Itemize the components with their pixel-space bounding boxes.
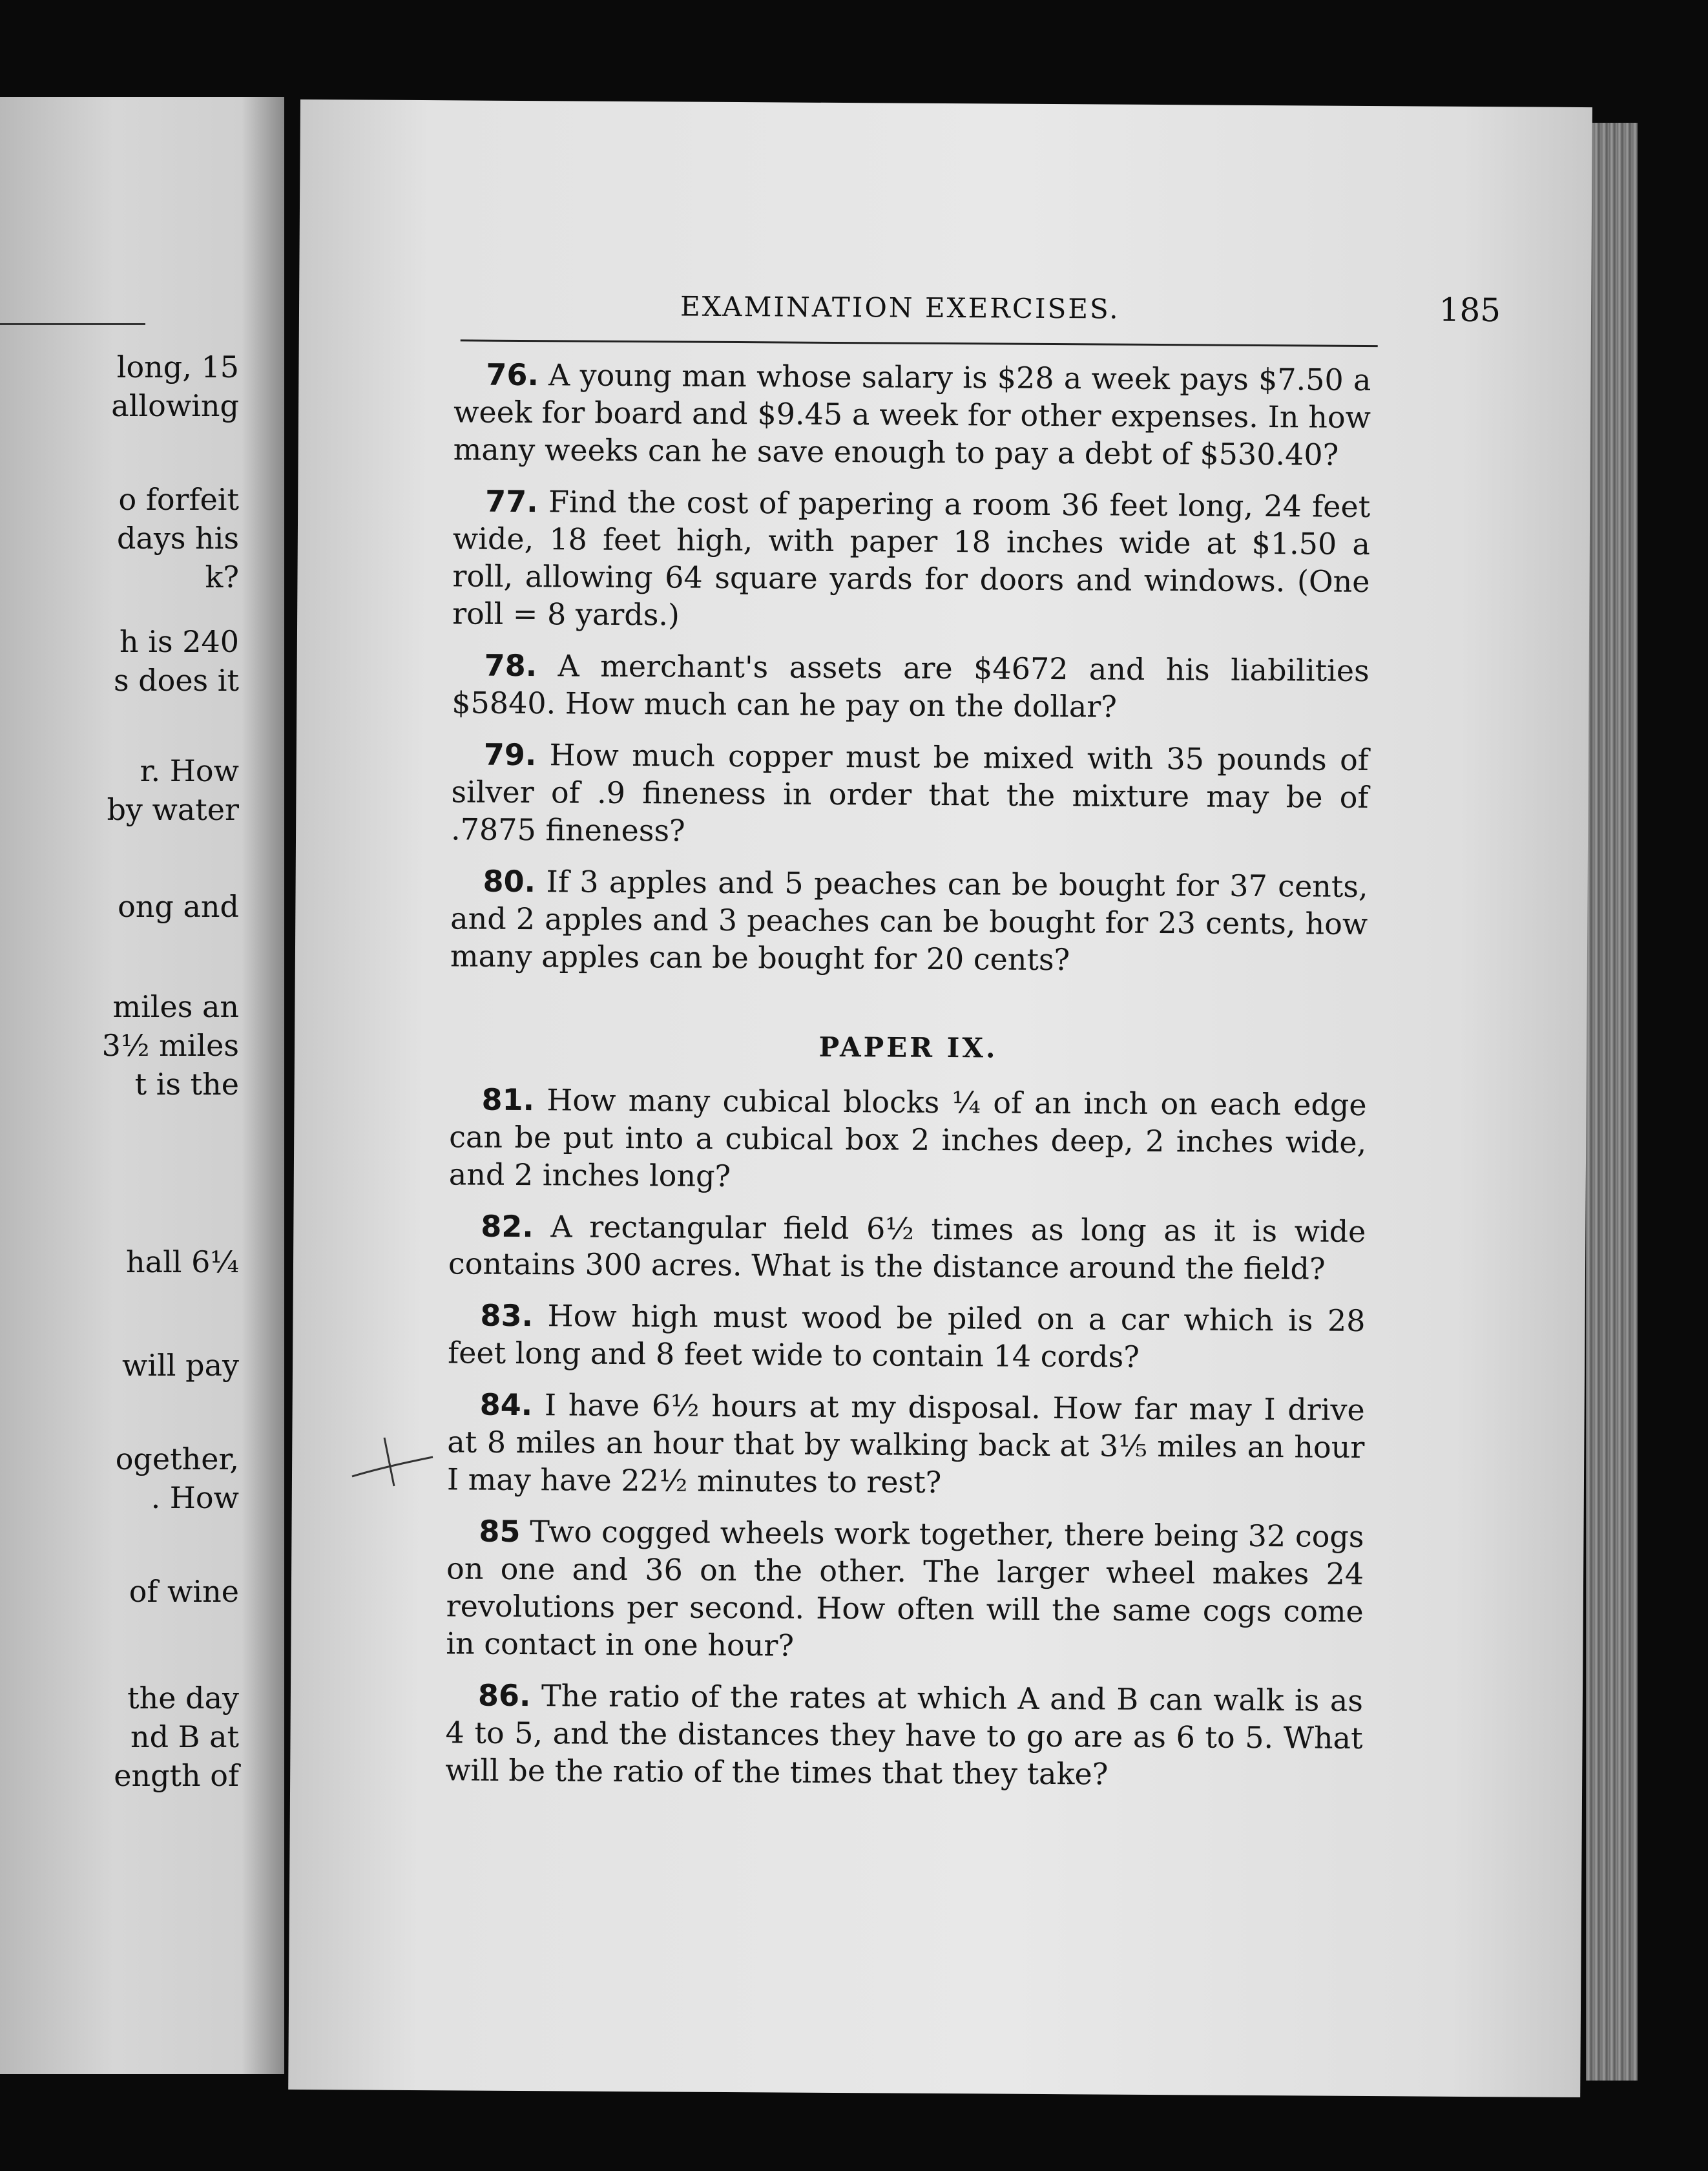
problem-text: I have 6½ hours at my disposal. How far may I drive at 8 miles an hour that by walking back at 3⅕ miles an hour I may have 22½ minutes to rest? <box>446 1387 1365 1500</box>
left-page-line: the day <box>127 1681 239 1715</box>
problem-number: 86. <box>477 1677 531 1714</box>
problem-text: How many cubical blocks ¼ of an inch on each edge can be put into a cubical box 2 inches deep, 2 inches wide, and 2 inches long? <box>448 1082 1367 1193</box>
problem-item <box>447 1385 1365 1504</box>
problem-list-b <box>445 1080 1367 1794</box>
left-page-line: h is 240 <box>120 624 239 659</box>
problem-text: Find the cost of papering a room 36 feet long, 24 feet wide, 18 feet high, with paper 18 inches wide at $1.50 a roll, allowing 64 square yards for doors and windows. (One roll = 8 yards.) <box>452 484 1371 633</box>
problem-item <box>452 646 1370 727</box>
left-page-line: of wine <box>129 1574 239 1609</box>
left-page-rule <box>0 323 145 325</box>
problem-number: 80. <box>483 863 536 899</box>
problem-item <box>445 1676 1363 1794</box>
problem-number: 77. <box>485 483 538 519</box>
header-rule <box>461 339 1378 347</box>
problem-item <box>448 1207 1366 1288</box>
problem-number: 83. <box>480 1297 534 1334</box>
left-page-line: nd B at <box>130 1719 239 1754</box>
left-page-line: ogether, <box>115 1442 239 1476</box>
left-page <box>0 97 284 2074</box>
problem-item <box>446 1512 1364 1668</box>
left-page-line: allowing <box>111 388 239 423</box>
left-page-line: . How <box>151 1480 239 1515</box>
problem-item <box>453 355 1371 474</box>
left-page-line: s does it <box>113 663 239 698</box>
left-page-line: k? <box>205 560 239 594</box>
problem-item <box>451 735 1369 854</box>
problem-list-a <box>450 355 1371 980</box>
section-title: PAPER IX. <box>818 1031 998 1064</box>
problem-item <box>450 862 1368 980</box>
left-page-line: by water <box>107 792 239 827</box>
problem-text: Two cogged wheels work together, there being 32 cogs on one and 36 on the other. The larger wheel makes 24 revolutions per second. How often will the same cogs come in contact in one hour? <box>446 1514 1364 1663</box>
left-page-line: o forfeit <box>118 482 239 517</box>
left-page-line: ength of <box>114 1758 239 1793</box>
problem-text: The ratio of the rates at which A and B can walk is as 4 to 5, and the distances they have to go are as 6 to 5. What will be the ratio of the times that they take? <box>445 1678 1364 1792</box>
page-content <box>445 355 1371 1809</box>
left-page-line: t is the <box>134 1067 239 1102</box>
page-edge <box>1586 123 1638 2081</box>
problem-text: A merchant's assets are $4672 and his liabilities $5840. How much can he pay on the dollar? <box>452 648 1370 724</box>
running-head-title: EXAMINATION EXERCISES. <box>680 290 1120 325</box>
problem-text: If 3 apples and 5 peaches can be bought for 37 cents, and 2 apples and 3 peaches can be bought for 23 cents, how many apples can be bought for 20 cents? <box>450 864 1368 978</box>
problem-item <box>452 482 1370 638</box>
problem-item <box>448 1296 1366 1377</box>
problem-number: 82. <box>481 1208 534 1244</box>
left-page-line: will pay <box>122 1348 239 1383</box>
problem-text: A young man whose salary is $28 a week pays $7.50 a week for board and $9.45 a week for other expenses. In how many weeks can he save enough to pay a debt of $530.40? <box>453 357 1371 472</box>
problem-text: How much copper must be mixed with 35 pounds of silver of .9 fineness in order that the mixture may be of .7875 fineness? <box>450 737 1369 848</box>
left-page-line: hall 6¼ <box>126 1244 239 1279</box>
problem-number: 79. <box>483 737 537 773</box>
running-head <box>422 289 1501 334</box>
left-page-line: days his <box>116 521 239 556</box>
problem-text: A rectangular field 6½ times as long as it is wide contains 300 acres. What is the distance around the field? <box>448 1209 1366 1286</box>
left-page-line: ong and <box>118 889 239 924</box>
right-page <box>288 100 1592 2097</box>
page-number: 185 <box>1439 291 1501 330</box>
problem-number: 76. <box>486 357 539 393</box>
left-page-line: long, 15 <box>116 350 239 384</box>
left-page-line: 3½ miles <box>101 1028 239 1063</box>
left-page-line: r. How <box>140 753 239 788</box>
problem-number: 85 <box>479 1513 521 1549</box>
problem-item <box>449 1080 1367 1199</box>
pencil-mark-icon <box>346 1431 436 1489</box>
problem-text: How high must wood be piled on a car which is 28 feet long and 8 feet wide to contain 14 cords? <box>448 1298 1366 1374</box>
problem-number: 81. <box>481 1082 535 1118</box>
left-page-line: miles an <box>112 989 239 1024</box>
problem-number: 78. <box>484 647 537 684</box>
problem-number: 84. <box>479 1387 533 1423</box>
